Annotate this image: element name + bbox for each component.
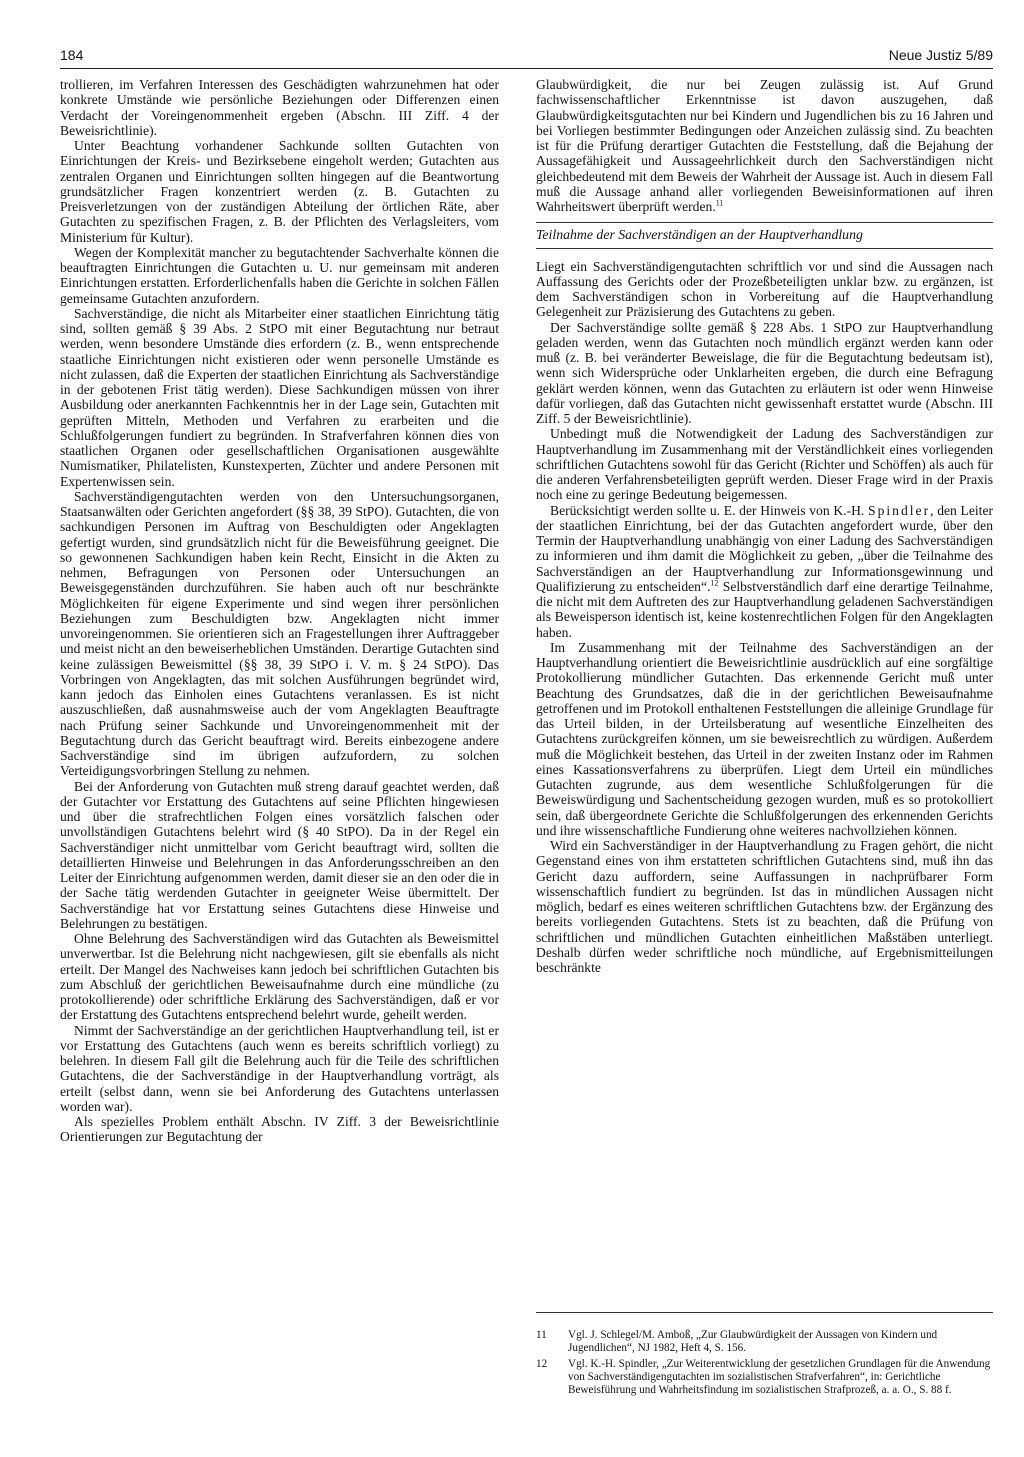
paragraph: Nimmt der Sachverständige an der gerichtlichen Hauptverhandlung teil, ist er vor Erstattung des Gutachtens (auch wenn es bereits schriftlich vorliegt) zu belehren. In diesem Fall gilt die Belehrung auch für die Teile des schriftlichen Gutachtens, die der Sachverständige in der Hauptverhandlung vorträgt, als erteilt (selbst dann, wenn sie bei Anforderung des Gutachtens unterlassen worden war). <box>60 1022 499 1114</box>
footnote-number: 11 <box>536 1329 547 1341</box>
footnote-ref: 12 <box>710 578 719 588</box>
footnote-text: Vgl. J. Schlegel/M. Amboß, „Zur Glaubwürdigkeit der Aussagen von Kindern und Jugendlichen“, NJ 1982, Heft 4, S. 156. <box>568 1329 938 1354</box>
paragraph: Wird ein Sachverständiger in der Hauptverhandlung zu Fragen gehört, die nicht Gegenstand eines von ihm erstatteten schriftlichen Gutachtens sind, muß ihn das Gericht dazu auffordern, seine Auffassungen in nachprüfbarer Form wissenschaftlich fundiert zu begründen. Ist das in mündlichen Aussagen nicht möglich, bedarf es eines weiteren schriftlichen Gutachtens bzw. der Ergänzung des bereits vorliegenden Gutachtens. Stets ist zu beachten, daß die Prüfung von schriftlichen und mündlichen Gutachten einheitlichen Maßstäben unterliegt. Deshalb dürfen weder schriftliche noch mündliche, auf Ergebnismitteilungen beschränkte <box>536 838 993 975</box>
paragraph: Sachverständigengutachten werden von den Untersuchungsorganen, Staatsanwälten oder Gerichten angefordert (§§ 38, 39 StPO). Gutachten, die von sachkundigen Personen im Auftrag von Beschuldigten oder Angeklagten gefertigt wurden, sind grundsätzlich nicht für die Beweisführung geeignet. Die so gewonnenen Sachkundigen haben kein Recht, Einsicht in die Akten zu nehmen, Befragungen von Personen oder Untersuchungen an Beweisgegenständen durchzuführen. Sie haben auch oft nur beschränkte Möglichkeiten für eigene Experimente und sind wegen ihrer persönlichen Beziehungen zum Beschuldigten bzw. Angeklagten nicht immer unvoreingenommen. Sie orientieren sich an Fragestellungen ihrer Auftraggeber und meist nicht an den beweiserheblichen Umständen. Derartige Gutachten sind keine zulässigen Beweismittel (§§ 38, 39 StPO i. V. m. § 24 StPO). Das Vorbringen von Angeklagten, das mit solchen Ausführungen begründet wird, kann jedoch das Einholen eines Gutachtens veranlassen. Es ist nicht auszuschließen, daß ausnahmsweise auch der vom Angeklagten Beauftragte nach Prüfung seiner Sachkunde und Unvoreingenommenheit mit der Begutachtung durch das Gericht beauftragt wird. Bereits einbezogene andere Sachverständige sind im übrigen aufzufordern, zu solchen Verteidigungsvorbringen Stellung zu nehmen. <box>60 488 499 779</box>
paragraph: Liegt ein Sachverständigengutachten schriftlich vor und sind die Aussagen nach Auffassung des Gerichts oder der Prozeßbeteiligten unklar bzw. zu ergänzen, ist dem Sachverständigen schon in Vorbereitung auf die Hauptverhandlung Gelegenheit zur Präzisierung des Gutachtens zu geben. <box>536 258 993 320</box>
paragraph <box>536 77 993 214</box>
paragraph: Wegen der Komplexität mancher zu begutachtender Sachverhalte können die beauftragten Einrichtungen die Gutachten u. U. nur gemeinsam mit anderen Einrichtungen erstatten. Erforderlichenfalls haben die Gerichte in solchen Fällen gemeinsame Gutachten anzufordern. <box>60 244 499 306</box>
paragraph-text: Selbstverständlich darf eine derartige Teilnahme, die nicht mit dem Auftreten des zur Hauptverhandlung geladenen Sachverständigen als Beweisperson identisch ist, keine kostenrechtlichen Folgen für den Angeklagten haben. <box>536 578 993 640</box>
left-column <box>60 77 499 1145</box>
paragraph: trollieren, im Verfahren Interessen des Geschädigten wahrzunehmen hat oder konkrete Umstände wie persönliche Beziehungen oder Differenzen einen Verdacht der Voreingenommenheit ergeben (Abschn. III Ziff. 4 der Beweisrichtlinie). <box>60 77 499 138</box>
paragraph: Unter Beachtung vorhandener Sachkunde sollten Gutachten von Einrichtungen der Kreis- und Bezirksebene eingeholt werden; Gutachten aus zentralen Organen und Einrichtungen sollten hingegen auf die Beantwortung grundsätzlicher Fragen konzentriert werden (z. B. Gutachten zu Preisverletzungen von der zuständigen Abteilung der örtlichen Räte, aber Gutachten zu spezifischen Fragen, z. B. der Pflichten des Verlagsleiters, vom Ministerium für Kultur). <box>60 138 499 245</box>
paragraph-text: Glaubwürdigkeit, die nur bei Zeugen zulässig ist. Auf Grund fachwissenschaftlicher Erkenntnisse ist davon auszugehen, daß Glaubwürdigkeitsgutachten nur bei Kindern und Jugendlichen bis zu 16 Jahren und bei Vorliegen bestimmter Bedingungen oder Anzeichen zulässig sind. Zu beachten ist für die Prüfung derartiger Gutachten die Feststellung, daß die Bejahung der Aussagefähigkeit und Aussageehrlichkeit durch den Sachverständigen nicht gleichbedeutend mit dem Beweis der Wahrheit der Aussage ist. Auch in diesem Fall muß die Aussage anhand aller vorliegenden Beweisinformationen auf ihren Wahrheitswert überprüft werden. <box>536 77 993 214</box>
paragraph: Unbedingt muß die Notwendigkeit der Ladung des Sachverständigen zur Hauptverhandlung im Zusammenhang mit der Verständlichkeit eines vorliegenden schriftlichen Gutachtens sowohl für das Gericht (Richter und Schöffen) als auch für die anderen Verfahrensbeteiligten geprüft werden. Dieser Frage wird in der Praxis noch eine zu geringe Bedeutung beigemessen. <box>536 426 993 503</box>
page-number: 184 <box>60 47 84 63</box>
paragraph-text: , den Leiter der staatlichen Einrichtung, bei der das Gutachten angefordert wurde, über den Termin der Hauptverhandlung unabhängig von einer Ladung des Sachverständigen zu informieren und ihm damit die Möglichkeit zu geben, „über die Teilnahme des Sachverständigen an der Hauptverhandlung zur Informationsgewinnung und Qualifizierung zu entscheiden“. <box>536 502 994 594</box>
footnote-text: Vgl. K.-H. Spindler, „Zur Weiterentwicklung der gesetzlichen Grundlagen für die Anwendung von Sachverständigengutachten im sozialistischen Strafverfahren“, in: Gerichtliche Beweisführung und Wahrheitsfindung im sozialistischen Strafprozeß, a. a. O., S. 88 f. <box>568 1358 991 1396</box>
paragraph: Sachverständige, die nicht als Mitarbeiter einer staatlichen Einrichtung tätig sind, sollten gemäß § 39 Abs. 2 StPO mit einer Begutachtung nur betraut werden, wenn besondere Umstände dies erfordern (z. B., wenn entsprechende staatliche Einrichtungen nicht existieren oder wenn personelle Umstände es nicht zulassen, daß die Experten der staatlichen Einrichtung als Sachverständige in der gebotenen Frist tätig werden). Diese Sachkundigen müssen von ihrer Ausbildung oder anerkannten Fachkenntnis her in der Lage sein, Gutachten mit geprüften Mitteln, Methoden und Verfahren zu erarbeiten und die Schlußfolgerungen fundiert zu begründen. In Strafverfahren können dies von staatlichen Organen oder gesellschaftlichen Organisationen ausgewählte Numismatiker, Philatelisten, Kunstexperten, Züchter und andere Personen mit Expertenwissen sein. <box>60 305 499 489</box>
footnotes <box>536 1312 993 1400</box>
journal-issue: Neue Justiz 5/89 <box>888 47 993 63</box>
footnote-number: 12 <box>536 1358 548 1370</box>
paragraph: Der Sachverständige sollte gemäß § 228 Abs. 1 StPO zur Hauptverhandlung geladen werden, wenn das Gutachten noch mündlich ergänzt werden kann oder muß (z. B. bei veränderter Beweislage, die für die Begutachtung bedeutsam ist), wenn sich Widersprüche oder Unklarheiten ergeben, die durch eine Befragung geklärt werden können, wenn das Gutachten zu erläutern ist oder wenn Hinweise dafür vorliegen, daß das Gutachten nicht gewissenhaft erstattet wurde (Abschn. III Ziff. 5 der Beweisrichtlinie). <box>536 319 993 426</box>
paragraph: Bei der Anforderung von Gutachten muß streng darauf geachtet werden, daß der Gutachter vor Erstattung des Gutachtens auf seine Pflichten hingewiesen und über die strafrechtlichen Folgen eines vorsätzlich falschen oder unvollständigen Gutachtens belehrt wird (§ 40 StPO). Da in der Regel ein Sachverständiger nicht unmittelbar vom Gericht beauftragt wird, sollten die detaillierten Hinweise und Belehrungen in das Anforderungsschreiben an den Leiter der Einrichtung aufgenommen werden, damit dieser sie an den oder die in der Sache tätig werdenden Gutachter in geeigneter Weise übermittelt. Der Sachverständige hat vor Erstattung seines Gutachtens diese Hinweise und Belehrungen zu bestätigen. <box>60 778 499 931</box>
footnote-divider <box>536 1312 993 1313</box>
footnote <box>536 1358 993 1397</box>
paragraph: Im Zusammenhang mit der Teilnahme des Sachverständigen an der Hauptverhandlung orientiert die Beweisrichtlinie ausdrücklich auf eine sorgfältige Protokollierung mündlicher Gutachten. Das erkennende Gericht muß unter Beachtung des Grundsatzes, daß die in der gerichtlichen Beweisaufnahme getroffenen und im Protokoll enthaltenen Feststellungen die alleinige Grundlage für das Urteil bilden, in der Urteilsberatung auf wesentliche Einzelheiten des Gutachtens zurückgreifen können, um sie beweisrechtlich zu würdigen. Außerdem muß die Möglichkeit bestehen, das Urteil in der zweiten Instanz oder im Rahmen eines Kassationsverfahrens zu überprüfen. Liegt dem Urteil ein mündliches Gutachten zugrunde, aus dem wesentliche Schlußfolgerungen für die Beweiswürdigung und Sachentscheidung gezogen wurden, muß es so protokolliert sein, daß übergeordnete Gerichte die Schlußfolgerungen des erkennenden Gerichts und ihre wissenschaftliche Fundierung ohne weiteres nachvollziehen können. <box>536 639 993 838</box>
paragraph-text: Berücksichtigt werden sollte u. E. der Hinweis von K.-H. <box>550 502 869 518</box>
page-header <box>60 44 993 69</box>
paragraph: Ohne Belehrung des Sachverständigen wird das Gutachten als Beweismittel unverwertbar. Ist die Belehrung nicht nachgewiesen, gilt sie ebenfalls als nicht erteilt. Der Mangel des Nachweises kann jedoch bei schriftlichen Gutachten bis zum Abschluß der gerichtlichen Beweisaufnahme durch eine mündliche (zu protokollierende) oder schriftliche Erklärung des Sachverständigen, daß er vor der Erstattung des Gutachtens entsprechend belehrt wurde, geheilt werden. <box>60 931 499 1023</box>
right-column <box>536 77 993 975</box>
paragraph: Als spezielles Problem enthält Abschn. IV Ziff. 3 der Beweisrichtlinie Orientierungen zur Begutachtung der <box>60 1114 499 1145</box>
section-heading: Teilnahme der Sachverständigen an der Hauptverhandlung <box>536 227 863 243</box>
footnote-ref: 11 <box>715 198 724 208</box>
author-name: Spindler <box>868 502 931 518</box>
paragraph <box>536 503 993 640</box>
footnote <box>536 1329 993 1355</box>
section-heading-box <box>536 222 993 248</box>
